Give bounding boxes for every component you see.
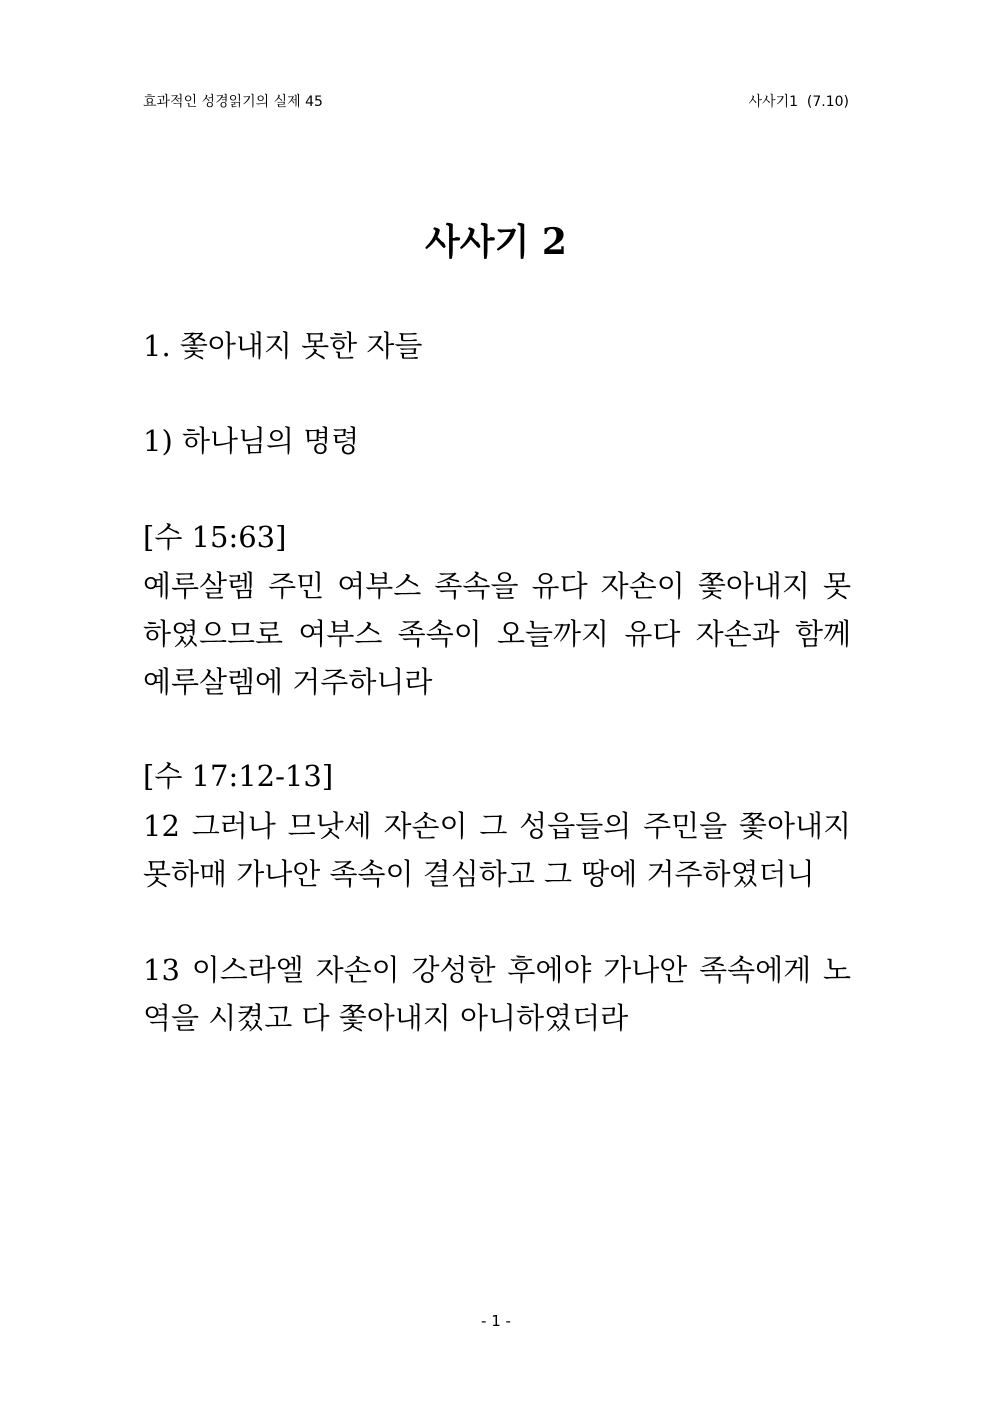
header-document-title: 효과적인 성경읽기의 실제 45 [143, 94, 323, 110]
section-subheading: 1) 하나님의 명령 [143, 424, 360, 458]
page-title: 사사기 2 [425, 221, 567, 263]
scripture-verse: 12 그러나 므낫세 자손이 그 성읍들의 주민을 쫓아내지 못하매 가나안 족속이 결심하고 그 땅에 거주하였더니 [143, 809, 851, 891]
section-heading: 1. 쫓아내지 못한 자들 [143, 329, 423, 363]
scripture-reference: [수 17:12-13] [143, 759, 334, 793]
scripture-verse: 13 이스라엘 자손이 강성한 후에야 가나안 족속에게 노역을 시켰고 다 쫓아내지 아니하였더라 [143, 953, 851, 1035]
scripture-reference: [수 15:63] [143, 520, 287, 554]
scripture-passage: 예루살렘 주민 여부스 족속을 유다 자손이 쫓아내지 못하였으므로 여부스 족속이 오늘까지 유다 자손과 함께 예루살렘에 거주하니라 [143, 569, 851, 699]
header-section-date: 사사기1 (7.10) [748, 94, 849, 110]
page-number: - 1 - [481, 1312, 511, 1330]
